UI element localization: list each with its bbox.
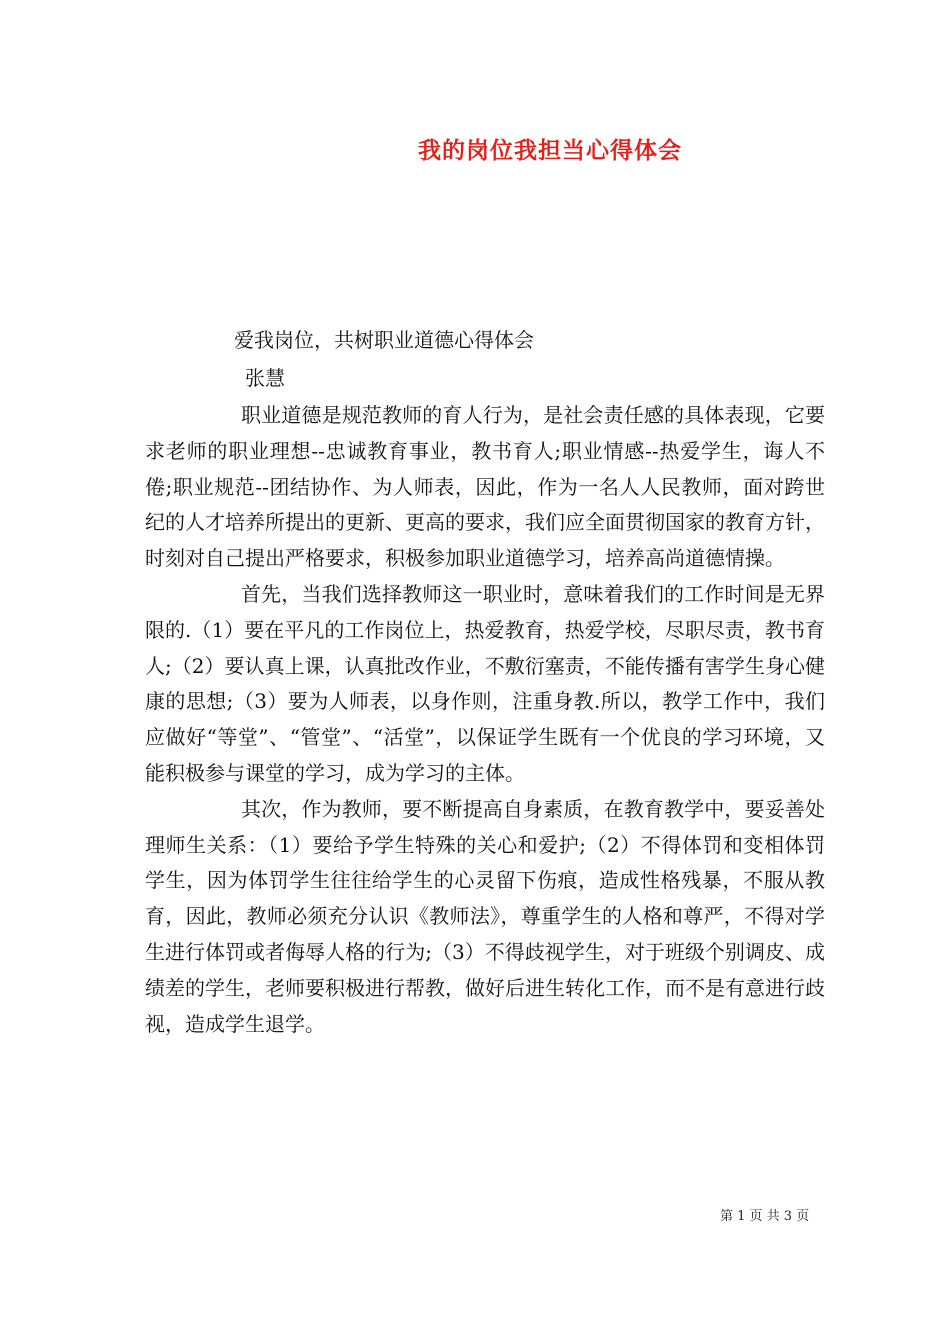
document-body <box>145 398 825 1042</box>
paragraph-3: 其次，作为教师，要不断提高自身素质，在教育教学中，要妥善处理师生关系：（1）要给予学生特殊的关心和爱护;（2）不得体罚和变相体罚学生，因为体罚学生往往给学生的心灵留下伤痕，造成性格残暴，不服从教育，因此，教师必须充分认识《教师法》，尊重学生的人格和尊严，不得对学生进行体罚或者侮辱人格的行为;（3）不得歧视学生，对于班级个别调皮、成绩差的学生，老师要积极进行帮教，做好后进生转化工作，而不是有意进行歧视，造成学生退学。 <box>145 796 825 1036</box>
paragraph-2: 首先，当我们选择教师这一职业时，意味着我们的工作时间是无界限的.（1）要在平凡的工作岗位上，热爱教育，热爱学校，尽职尽责，教书育人;（2）要认真上课，认真批改作业，不敷衍塞责，不能传播有害学生身心健康的思想;（3）要为人师表，以身作则，注重身教.所以，教学工作中，我们应做好“等堂”、“管堂”、“活堂”，以保证学生既有一个优良的学习环境，又能积极参与课堂的学习，成为学习的主体。 <box>145 581 825 785</box>
paragraph-1: 职业道德是规范教师的育人行为，是社会责任感的具体表现，它要求老师的职业理想--忠诚教育事业，教书育人;职业情感--热爱学生，诲人不倦;职业规范--团结协作、为人师表，因此，作为一名人人民教师，面对跨世纪的人才培养所提出的更新、更高的要求，我们应全面贯彻国家的教育方针，时刻对自己提出严格要求，积极参加职业道德学习，培养高尚道德情操。 <box>145 403 825 571</box>
document-title: 我的岗位我担当心得体会 <box>418 137 682 164</box>
author-name: 张慧 <box>245 366 285 390</box>
page-number-footer: 第 1 页 共 3 页 <box>720 1209 810 1224</box>
document-subtitle: 爱我岗位，共树职业道德心得体会 <box>234 328 534 352</box>
